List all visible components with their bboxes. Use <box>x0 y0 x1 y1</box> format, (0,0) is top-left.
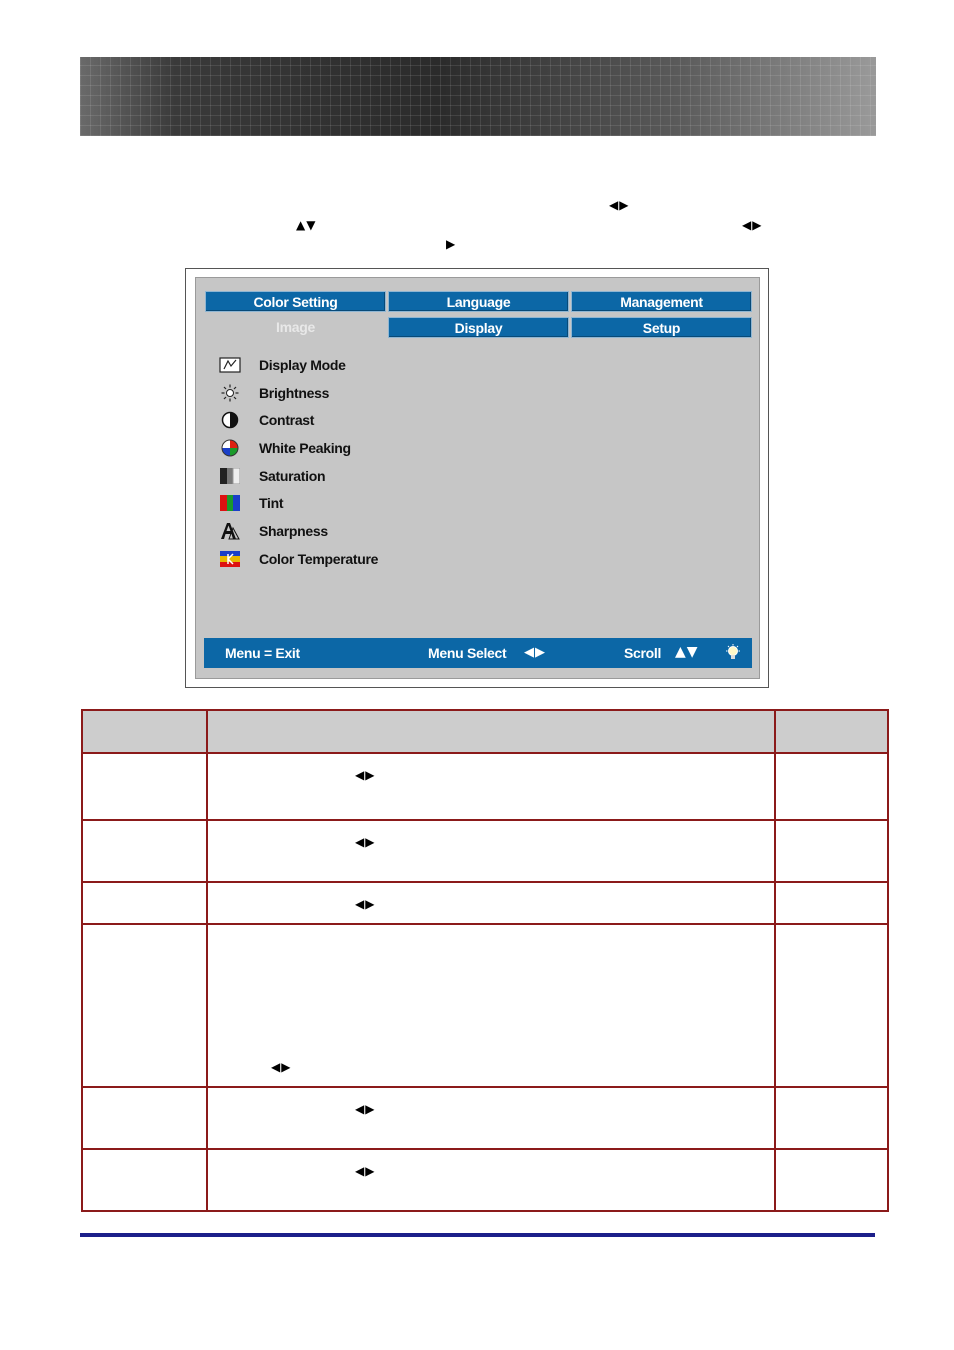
table-row <box>206 1086 776 1150</box>
left-right-arrows-icon: ◀▶ <box>355 1102 376 1116</box>
menu-item-white-peaking[interactable] <box>219 437 351 459</box>
tab-language[interactable]: Language <box>388 291 569 312</box>
table-row <box>81 1086 208 1150</box>
table-row <box>206 923 776 1088</box>
saturation-icon <box>219 467 241 485</box>
tab-setup[interactable]: Setup <box>571 317 752 338</box>
table-row <box>774 923 889 1088</box>
table-row <box>206 819 776 883</box>
tint-icon <box>219 494 241 512</box>
menu-item-saturation[interactable] <box>219 465 325 487</box>
table-row <box>81 923 208 1088</box>
right-arrow-icon: ▶ <box>446 237 457 251</box>
tab-display[interactable]: Display <box>388 317 569 338</box>
menu-item-brightness[interactable] <box>219 382 329 404</box>
up-down-arrows-icon: ▲▼ <box>296 218 317 232</box>
table-row <box>206 752 776 821</box>
table-row <box>206 881 776 925</box>
left-right-arrows-icon: ◀▶ <box>355 835 376 849</box>
osd-status-bar <box>204 638 752 668</box>
osd-menu <box>195 277 760 679</box>
menu-item-display-mode[interactable] <box>219 354 346 376</box>
left-right-arrows-icon: ◀▶ <box>609 198 630 212</box>
tab-image[interactable]: Image <box>276 319 315 335</box>
menu-item-sharpness[interactable] <box>219 520 328 542</box>
table-row <box>774 1148 889 1212</box>
table-row <box>774 881 889 925</box>
left-right-arrows-icon: ◀▶ <box>524 645 546 660</box>
menu-item-label: Display Mode <box>259 357 346 373</box>
menu-item-contrast[interactable] <box>219 409 314 431</box>
status-exit-label: Menu = Exit <box>225 645 300 661</box>
left-right-arrows-icon: ◀▶ <box>355 1164 376 1178</box>
white-peaking-icon <box>219 439 241 457</box>
up-down-arrows-icon: ▲▼ <box>675 644 699 660</box>
menu-item-label: Saturation <box>259 468 326 484</box>
menu-item-tint[interactable] <box>219 492 283 514</box>
brightness-icon <box>219 384 241 402</box>
left-right-arrows-icon: ◀▶ <box>355 897 376 911</box>
menu-item-color-temperature[interactable] <box>219 548 378 570</box>
sharpness-icon <box>219 522 241 540</box>
left-right-arrows-icon: ◀▶ <box>355 768 376 782</box>
status-scroll-label: Scroll <box>624 645 662 661</box>
color-temperature-icon <box>219 550 241 568</box>
menu-item-label: Contrast <box>259 412 315 428</box>
table-row <box>774 819 889 883</box>
menu-item-label: Brightness <box>259 385 330 401</box>
table-row <box>81 819 208 883</box>
header-banner <box>80 57 876 136</box>
tab-color-setting[interactable]: Color Setting <box>205 291 386 312</box>
menu-item-label: Sharpness <box>259 523 328 539</box>
display-mode-icon <box>219 356 241 374</box>
table-row <box>206 1148 776 1212</box>
footer-divider <box>80 1233 875 1237</box>
lightbulb-icon <box>725 644 741 665</box>
status-menu-select-label: Menu Select <box>428 645 507 661</box>
settings-table <box>81 709 889 1212</box>
table-row <box>774 1086 889 1150</box>
left-right-arrows-icon: ◀▶ <box>271 1060 292 1074</box>
menu-item-label: White Peaking <box>259 440 351 456</box>
table-header-cell <box>206 709 776 754</box>
table-row <box>81 881 208 925</box>
table-header-cell <box>774 709 889 754</box>
table-row <box>774 752 889 821</box>
table-header-cell <box>81 709 208 754</box>
menu-item-label: Tint <box>259 495 284 511</box>
tab-management[interactable]: Management <box>571 291 752 312</box>
menu-item-label: Color Temperature <box>259 551 379 567</box>
table-row <box>81 752 208 821</box>
left-right-arrows-icon: ◀▶ <box>742 218 763 232</box>
table-row <box>81 1148 208 1212</box>
contrast-icon <box>219 411 241 429</box>
